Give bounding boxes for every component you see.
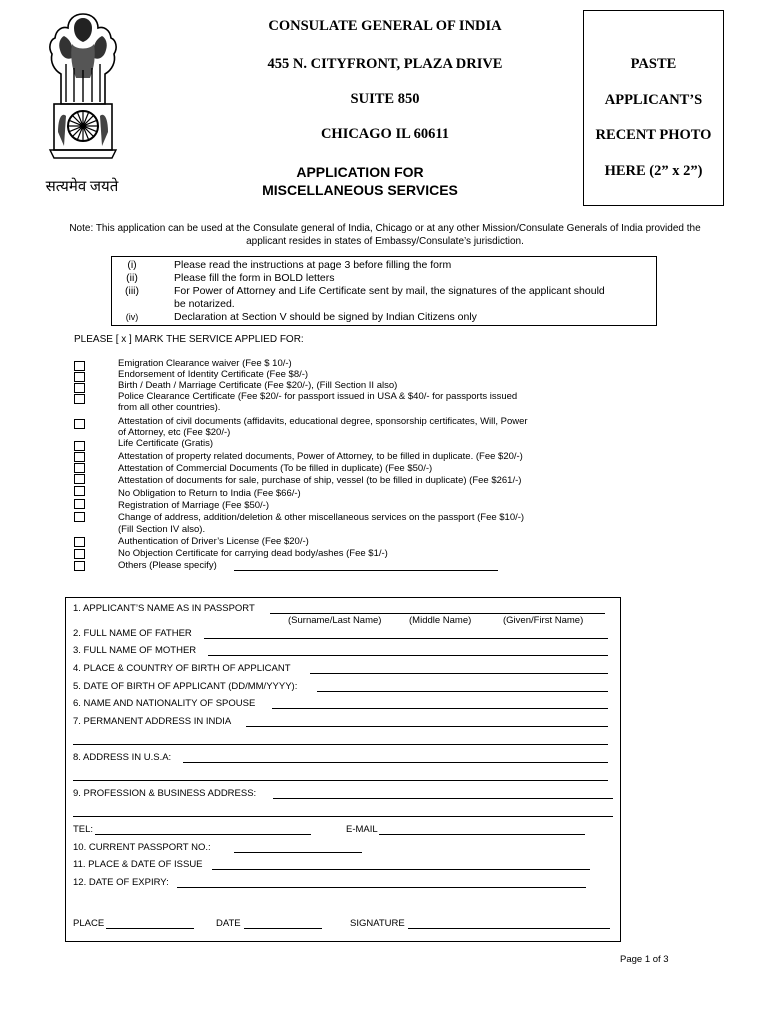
email-field[interactable] xyxy=(379,834,585,835)
service-checkbox-emigration[interactable] xyxy=(74,361,85,371)
usa-address-label: 8. ADDRESS IN U.S.A: xyxy=(73,752,172,763)
profession-field[interactable] xyxy=(273,798,613,799)
service-checkbox-passport-miscellaneous[interactable] xyxy=(74,512,85,522)
service-checkbox-civil-documents[interactable] xyxy=(74,419,85,429)
birth-date-label: 5. DATE OF BIRTH OF APPLICANT (DD/MM/YYYY): xyxy=(73,681,298,692)
page-number: Page 1 of 3 xyxy=(620,954,669,965)
instruction-text: For Power of Attorney and Life Certificate sent by mail, the signatures of the applicant should xyxy=(174,285,605,297)
mother-name-label: 3. FULL NAME OF MOTHER xyxy=(73,645,197,656)
profession-field-line2[interactable] xyxy=(73,816,613,817)
service-label: Attestation of Commercial Documents (To be filled in duplicate) (Fee $50/-) xyxy=(118,463,433,474)
service-checkbox-no-obligation[interactable] xyxy=(74,486,85,496)
place-field[interactable] xyxy=(106,928,194,929)
signature-field[interactable] xyxy=(408,928,610,929)
birth-place-field[interactable] xyxy=(310,673,608,674)
given-name-caption: (Given/First Name) xyxy=(503,615,584,626)
service-label: Birth / Death / Marriage Certificate (Fee $20/-), (Fill Section II also) xyxy=(118,380,398,391)
birth-date-field[interactable] xyxy=(317,691,608,692)
service-label: Registration of Marriage (Fee $50/-) xyxy=(118,500,270,511)
photo-box xyxy=(583,10,724,206)
birth-place-label: 4. PLACE & COUNTRY OF BIRTH OF APPLICANT xyxy=(73,663,291,674)
emblem-motto: सत्यमेव जयते xyxy=(45,179,119,195)
note-line2: applicant resides in states of Embassy/Consulate’s jurisdiction. xyxy=(246,236,524,247)
permanent-address-field-line2[interactable] xyxy=(73,744,608,745)
passport-number-label: 10. CURRENT PASSPORT NO.: xyxy=(73,842,211,853)
consulate-name: CONSULATE GENERAL OF INDIA xyxy=(268,18,502,34)
usa-address-field-line2[interactable] xyxy=(73,780,608,781)
service-label: Police Clearance Certificate (Fee $20/- for passport issued in USA & $40/- for passports issued xyxy=(118,391,518,402)
email-label: E-MAIL xyxy=(346,824,378,835)
father-name-label: 2. FULL NAME OF FATHER xyxy=(73,628,192,639)
service-label: Emigration Clearance waiver (Fee $ 10/-) xyxy=(118,358,292,369)
service-checkbox-marriage-registration[interactable] xyxy=(74,499,85,509)
applicant-name-field[interactable] xyxy=(270,613,605,614)
spouse-field[interactable] xyxy=(272,708,608,709)
instruction-text: Please fill the form in BOLD letters xyxy=(174,272,335,284)
form-title-line2: MISCELLANEOUS SERVICES xyxy=(262,182,458,198)
expiry-date-field[interactable] xyxy=(177,887,586,888)
passport-number-field[interactable] xyxy=(234,852,362,853)
photo-box-line1: PASTE xyxy=(630,56,677,72)
photo-box-line2: APPLICANT’S xyxy=(604,92,703,108)
service-checkbox-ship-vessel[interactable] xyxy=(74,474,85,484)
others-specify-line[interactable] xyxy=(234,570,498,571)
usa-address-field[interactable] xyxy=(183,762,608,763)
applicant-name-label: 1. APPLICANT’S NAME AS IN PASSPORT xyxy=(73,603,255,614)
service-label: Attestation of documents for sale, purchase of ship, vessel (to be filled in duplicate) (Fee $261/-) xyxy=(118,475,522,486)
service-label: No Objection Certificate for carrying dead body/ashes (Fee $1/-) xyxy=(118,548,388,559)
consulate-address-suite: SUITE 850 xyxy=(350,91,420,107)
service-checkbox-police-clearance[interactable] xyxy=(74,394,85,404)
photo-box-line3: RECENT PHOTO xyxy=(595,127,712,143)
service-checkbox-others[interactable] xyxy=(74,561,85,571)
service-label: Endorsement of Identity Certificate (Fee $8/-) xyxy=(118,369,309,380)
instruction-number: (i) xyxy=(127,259,137,271)
middle-name-caption: (Middle Name) xyxy=(409,615,472,626)
service-label: Attestation of property related documents, Power of Attorney, to be filled in duplicate. (Fee $20/-) xyxy=(118,451,523,462)
consulate-address-street: 455 N. CITYFRONT, PLAZA DRIVE xyxy=(267,56,503,72)
permanent-address-label: 7. PERMANENT ADDRESS IN INDIA xyxy=(73,716,232,727)
service-checkbox-life-certificate[interactable] xyxy=(74,441,85,451)
father-name-field[interactable] xyxy=(204,638,608,639)
instruction-text: Declaration at Section V should be signed by Indian Citizens only xyxy=(174,311,477,323)
photo-box-line4: HERE (2” x 2”) xyxy=(604,163,703,179)
service-checkbox-commercial-documents[interactable] xyxy=(74,463,85,473)
services-heading: PLEASE [ x ] MARK THE SERVICE APPLIED FOR: xyxy=(74,334,304,345)
service-checkbox-birth-death-marriage[interactable] xyxy=(74,383,85,393)
service-label-continued: (Fill Section IV also). xyxy=(118,524,206,535)
date-field[interactable] xyxy=(244,928,322,929)
service-label: Life Certificate (Gratis) xyxy=(118,438,214,449)
form-title-line1: APPLICATION FOR xyxy=(296,164,424,180)
service-label: No Obligation to Return to India (Fee $66/-) xyxy=(118,488,301,499)
spouse-label: 6. NAME AND NATIONALITY OF SPOUSE xyxy=(73,698,256,709)
issue-place-date-label: 11. PLACE & DATE OF ISSUE xyxy=(73,859,203,870)
service-checkbox-dead-body-noc[interactable] xyxy=(74,549,85,559)
instruction-number: (ii) xyxy=(126,272,138,284)
service-label: Authentication of Driver’s License (Fee $20/-) xyxy=(118,536,309,547)
instruction-row-continued xyxy=(174,298,235,311)
permanent-address-field[interactable] xyxy=(246,726,608,727)
instruction-number: (iv) xyxy=(125,312,139,322)
telephone-label: TEL: xyxy=(73,824,94,835)
national-emblem-icon xyxy=(28,8,138,178)
expiry-date-label: 12. DATE OF EXPIRY: xyxy=(73,877,169,888)
instruction-number: (iii) xyxy=(125,285,139,297)
signature-label: SIGNATURE xyxy=(350,918,405,929)
note-line1: Note: This application can be used at the Consulate general of India, Chicago or at any other Mission/Consulate Generals of India provided the xyxy=(69,223,701,234)
consulate-address-city: CHICAGO IL 60611 xyxy=(320,126,450,142)
service-label: Attestation of civil documents (affidavits, educational degree, sponsorship certificates, Will, Power xyxy=(118,416,528,427)
date-label: DATE xyxy=(216,918,241,929)
service-label-continued: from all other countries). xyxy=(118,402,221,413)
mother-name-field[interactable] xyxy=(208,655,608,656)
service-checkbox-drivers-license[interactable] xyxy=(74,537,85,547)
profession-label: 9. PROFESSION & BUSINESS ADDRESS: xyxy=(73,788,257,799)
issue-place-date-field[interactable] xyxy=(212,869,590,870)
service-label-continued: of Attorney, etc (Fee $20/-) xyxy=(118,427,231,438)
service-label: Change of address, addition/deletion & other miscellaneous services on the passport (Fee $10/-) xyxy=(118,512,525,523)
service-checkbox-property-documents[interactable] xyxy=(74,452,85,462)
telephone-field[interactable] xyxy=(95,834,311,835)
service-checkbox-identity-certificate[interactable] xyxy=(74,372,85,382)
instruction-text: Please read the instructions at page 3 before filling the form xyxy=(174,259,452,271)
instructions-box xyxy=(111,256,657,326)
place-label: PLACE xyxy=(73,918,105,929)
instruction-text: be notarized. xyxy=(174,298,235,310)
surname-caption: (Surname/Last Name) xyxy=(288,615,382,626)
service-label: Others (Please specify) xyxy=(118,560,217,571)
